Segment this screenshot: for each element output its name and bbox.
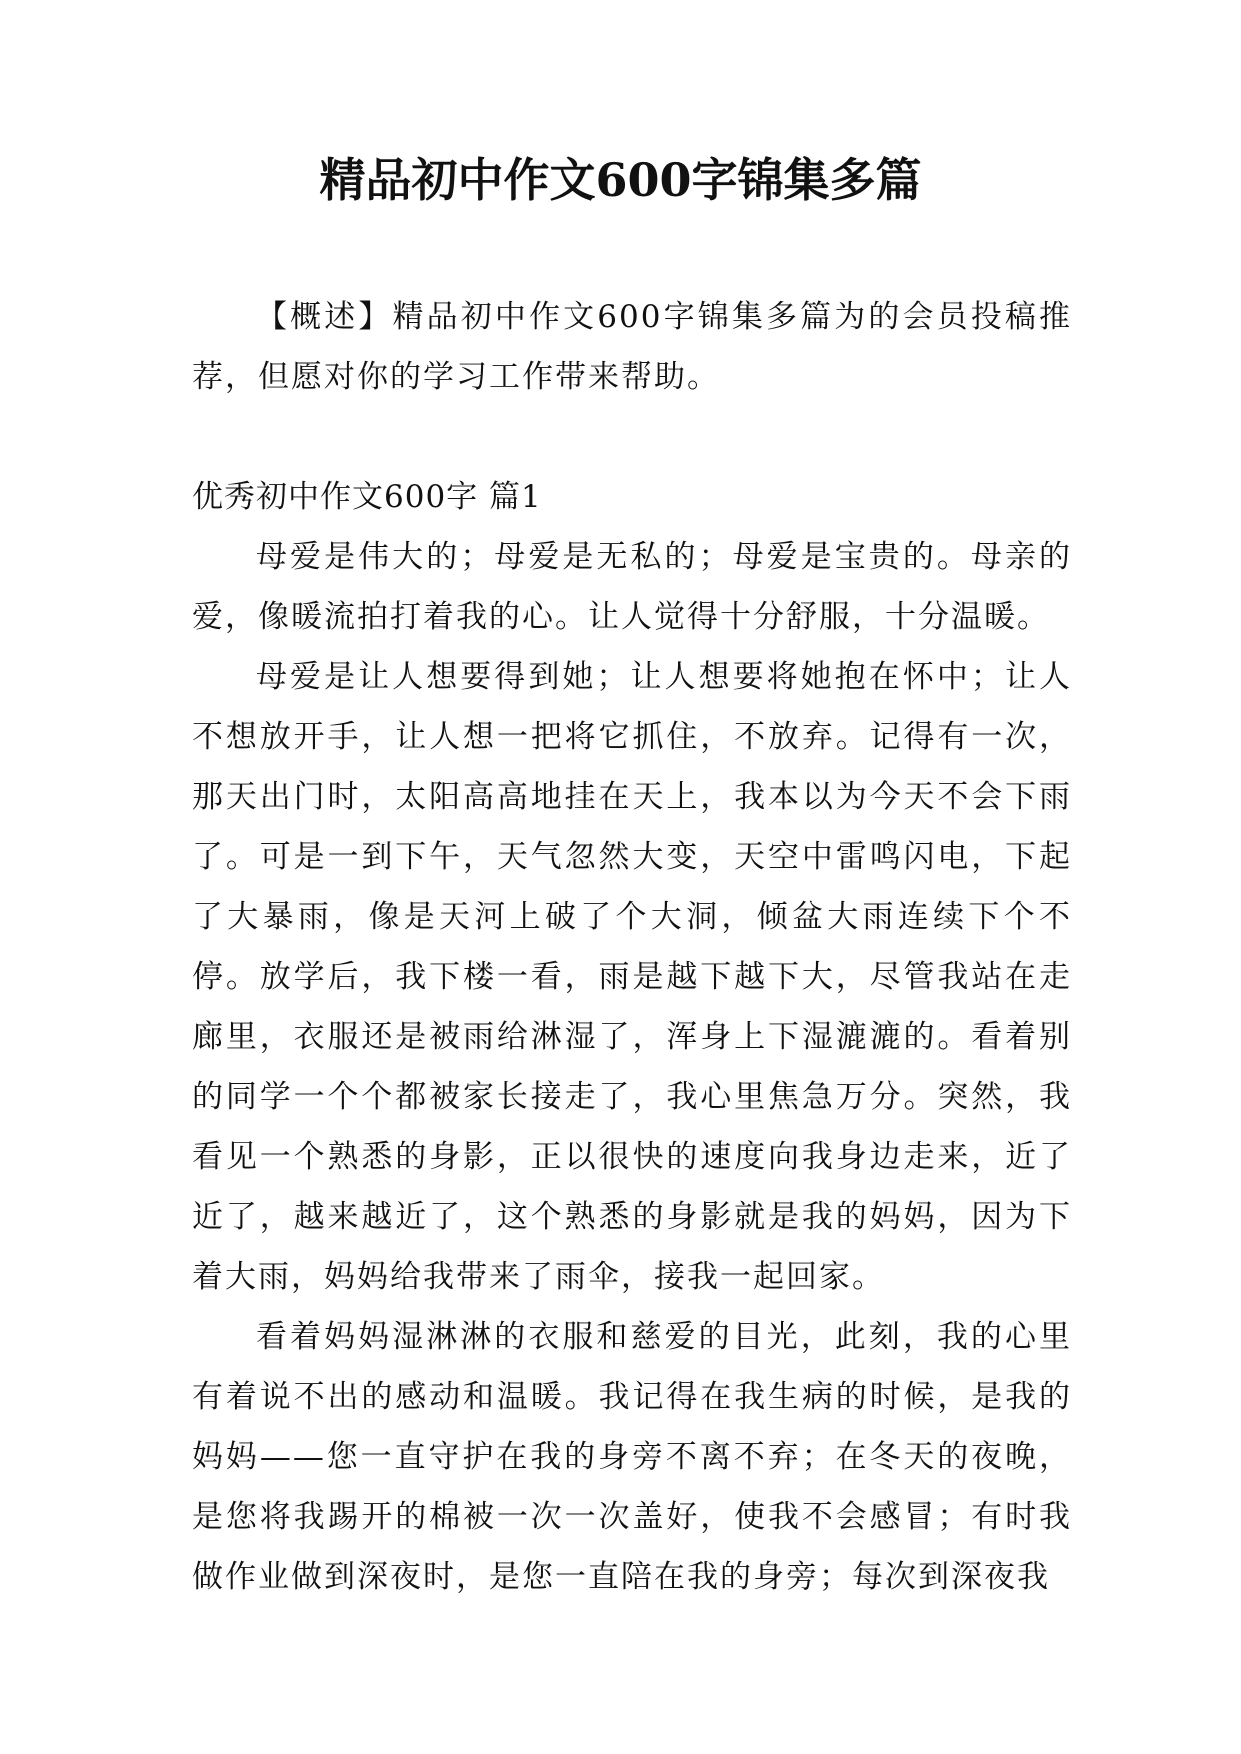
document-body [192, 287, 1072, 1607]
summary-paragraph: 【概述】精品初中作文600字锦集多篇为的会员投稿推荐，但愿对你的学习工作带来帮助。 [192, 299, 1072, 395]
document-title: 精品初中作文600字锦集多篇 [319, 153, 922, 207]
body-paragraph-3: 看着妈妈湿淋淋的衣服和慈爱的目光，此刻，我的心里有着说不出的感动和温暖。我记得在我生病的时候，是我的妈妈——您一直守护在我的身旁不离不弃；在冬天的夜晚，是您将我踢开的棉被一次一次盖好，使我不会感冒；有时我做作业做到深夜时，是您一直陪在我的身旁；每次到深夜我 [192, 1319, 1072, 1595]
body-paragraph-2: 母爱是让人想要得到她；让人想要将她抱在怀中；让人不想放开手，让人想一把将它抓住，不放弃。记得有一次，那天出门时，太阳高高地挂在天上，我本以为今天不会下雨了。可是一到下午，天气忽然大变，天空中雷鸣闪电，下起了大暴雨，像是天河上破了个大洞，倾盆大雨连续下个不停。放学后，我下楼一看，雨是越下越下大，尽管我站在走廊里，衣服还是被雨给淋湿了，浑身上下湿漉漉的。看着别的同学一个个都被家长接走了，我心里焦急万分。突然，我看见一个熟悉的身影，正以很快的速度向我身边走来，近了近了，越来越近了，这个熟悉的身影就是我的妈妈，因为下着大雨，妈妈给我带来了雨伞，接我一起回家。 [192, 659, 1072, 1295]
body-paragraph-1: 母爱是伟大的；母爱是无私的；母爱是宝贵的。母亲的爱，像暖流拍打着我的心。让人觉得十分舒服，十分温暖。 [192, 539, 1072, 635]
section-heading: 优秀初中作文600字 篇1 [192, 479, 542, 515]
